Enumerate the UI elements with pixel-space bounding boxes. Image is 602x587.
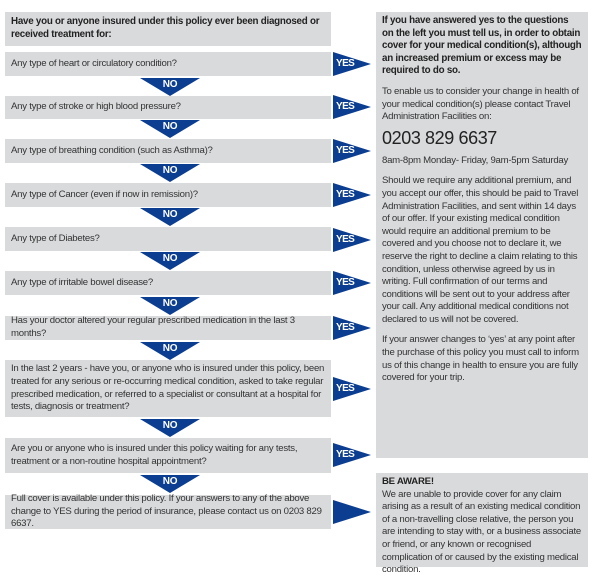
yes-arrow-icon xyxy=(333,52,371,76)
arrow-right-icon xyxy=(333,500,371,524)
yes-arrow-icon xyxy=(333,139,371,163)
yes-label: YES xyxy=(336,234,355,245)
yes-label: YES xyxy=(336,449,355,460)
yes-label: YES xyxy=(336,58,355,69)
no-arrow-icon xyxy=(140,164,200,182)
be-aware-box xyxy=(376,473,588,576)
full-cover-text: Full cover is available under this policy. If your answers to any of the above change to YES during the period of insurance, please contact us on 0203 829 6637. xyxy=(11,493,322,530)
yes-label: YES xyxy=(336,383,355,394)
change-in-health-text: If your answer changes to ‘yes’ at any point after the purchase of this policy you must call to inform us of this change in health to ensure you are fully covered for your trip. xyxy=(382,334,579,384)
no-arrow-icon xyxy=(140,208,200,226)
no-arrow-icon xyxy=(140,419,200,437)
no-arrow-icon xyxy=(140,78,200,96)
yes-arrow-icon xyxy=(333,183,371,207)
question-box-stroke xyxy=(5,96,331,119)
no-arrow-icon xyxy=(140,297,200,315)
question-text: Any type of irritable bowel disease? xyxy=(11,276,153,288)
full-cover-box xyxy=(5,495,331,529)
question-text: Any type of stroke or high blood pressure? xyxy=(11,101,181,113)
contact-text: To enable us to consider your change in health of your medical condition(s) please contact Travel Administration Facilities on: xyxy=(382,85,579,123)
no-arrow-icon xyxy=(140,252,200,270)
be-aware-title: BE AWARE! xyxy=(382,476,434,487)
question-box-breathing xyxy=(5,139,331,163)
question-box-last-2-years xyxy=(5,360,331,417)
question-text: Any type of heart or circulatory condition? xyxy=(11,57,177,69)
no-label: NO xyxy=(162,298,178,309)
question-text: Are you or anyone who is insured under this policy waiting for any tests, treatment or a non-routine hospital appointment? xyxy=(11,442,298,467)
no-label: NO xyxy=(162,209,178,220)
flowchart-header-text: Have you or anyone insured under this policy ever been diagnosed or received treatment for: xyxy=(11,16,320,40)
question-box-heart xyxy=(5,52,331,76)
yes-label: YES xyxy=(336,189,355,200)
phone-number: 0203 829 6637 xyxy=(382,127,497,148)
yes-arrow-icon xyxy=(333,443,371,467)
question-text: Has your doctor altered your regular prescribed medication in the last 3 months? xyxy=(11,315,295,339)
no-label: NO xyxy=(162,253,178,264)
no-arrow-icon xyxy=(140,120,200,138)
question-box-waiting xyxy=(5,438,331,473)
no-arrow-icon xyxy=(140,475,200,493)
no-label: NO xyxy=(162,121,178,132)
question-box-cancer xyxy=(5,183,331,207)
yes-arrow-icon xyxy=(333,228,371,252)
no-label: NO xyxy=(162,165,178,176)
opening-hours: 8am-8pm Monday- Friday, 9am-5pm Saturday xyxy=(382,154,569,166)
no-arrow-icon xyxy=(140,342,200,360)
question-text: Any type of Cancer (even if now in remission)? xyxy=(11,188,198,200)
question-text: Any type of breathing condition (such as Asthma)? xyxy=(11,144,213,156)
question-text: Any type of Diabetes? xyxy=(11,232,100,244)
yes-label: YES xyxy=(336,145,355,156)
question-box-diabetes xyxy=(5,227,331,251)
yes-arrow-icon xyxy=(333,377,371,401)
no-label: NO xyxy=(162,420,178,431)
no-label: NO xyxy=(162,343,178,354)
question-box-ibd xyxy=(5,271,331,295)
yes-label: YES xyxy=(336,101,355,112)
yes-label: YES xyxy=(336,322,355,333)
flowchart-header xyxy=(5,12,331,46)
no-label: NO xyxy=(162,79,178,90)
question-box-medication xyxy=(5,316,331,340)
yes-label: YES xyxy=(336,277,355,288)
yes-info-panel xyxy=(376,12,588,458)
premium-text: Should we require any additional premium, and you accept our offer, this should be paid to Travel Administration Facilities, and sent within 14 days of our offer. If your existing medical condition would require an additional premium to be covered and you choose not to declare it, we reserve the right to decline a claim relating to this condition, unless otherwise agreed by us in writing. Full confirmation of our terms and conditions will be sent out to your address after your call. Any additional medical conditions not declared to us will not be covered. xyxy=(382,175,579,325)
question-text: In the last 2 years - have you, or anyone who is insured under this policy, been treated for any serious or re-occurring medical condition, asked to take regular prescribed medication, or referred to a specialist or consultant at a hospital for tests, diagnosis or treatment? xyxy=(11,363,325,413)
yes-info-intro: If you have answered yes to the questions on the left you must tell us, in order to obtain cover for your medical condition(s), although an increased premium or excess may be required to do so. xyxy=(382,15,582,77)
be-aware-text: We are unable to provide cover for any claim arising as a result of an existing medical condition of a non-travelling close relative, the person you are intending to stay with, or a business associate or friend, or any known or recognised complication of or caused by the existing medical condition. xyxy=(382,488,581,576)
no-label: NO xyxy=(162,476,178,487)
yes-arrow-icon xyxy=(333,95,371,119)
yes-arrow-icon xyxy=(333,271,371,295)
yes-arrow-icon xyxy=(333,316,371,340)
